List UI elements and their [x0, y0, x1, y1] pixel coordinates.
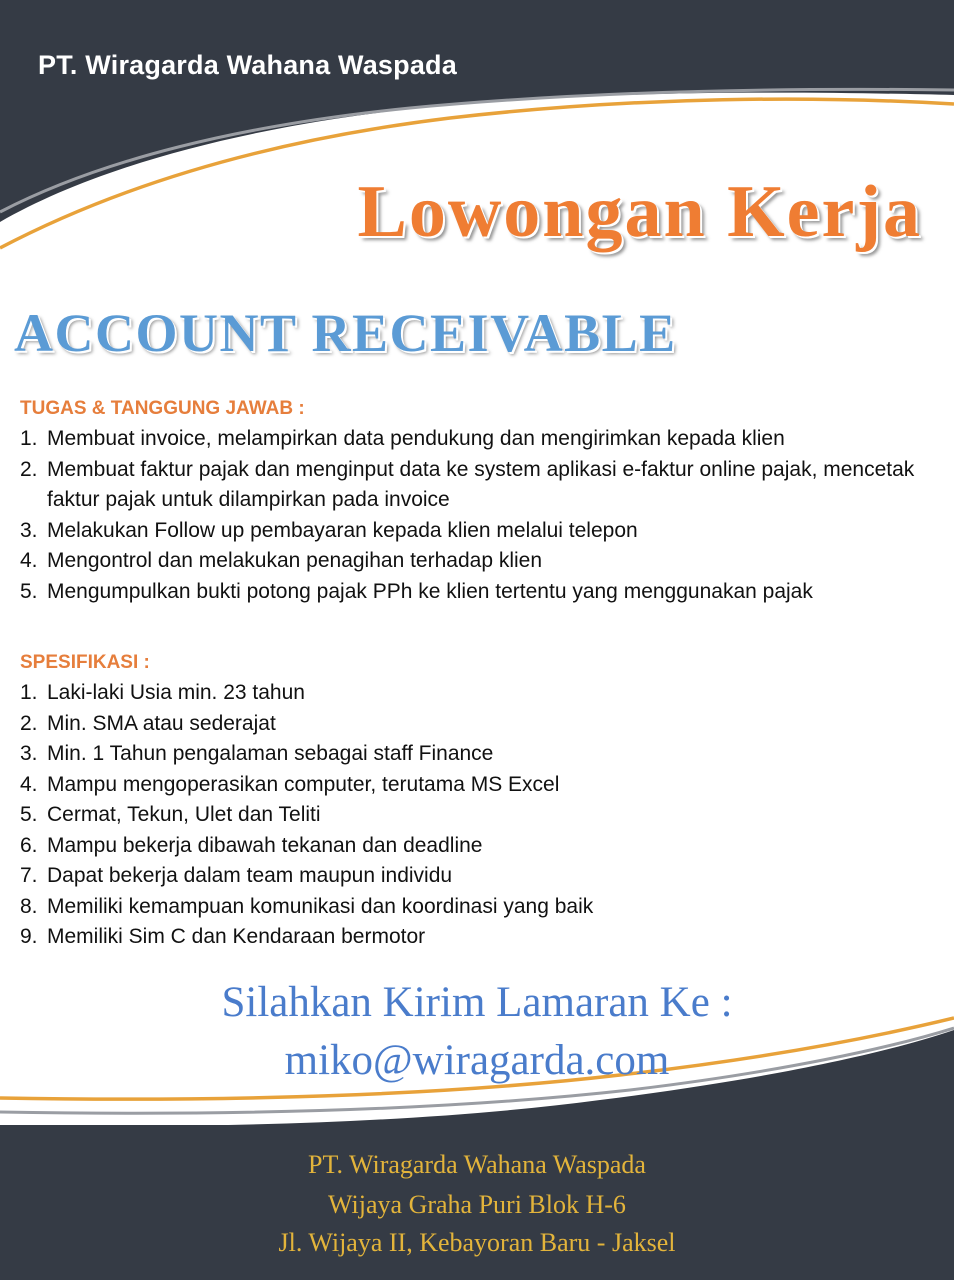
list-item: 1. Membuat invoice, melampirkan data pendukung dan mengirimkan kepada klien [20, 427, 785, 450]
list-item: 3. Min. 1 Tahun pengalaman sebagai staff Finance [20, 742, 494, 765]
apply-instruction: Silahkan Kirim Lamaran Ke : [221, 979, 733, 1026]
list-item: 7. Dapat bekerja dalam team maupun individu [20, 864, 453, 887]
list-item: 3. Melakukan Follow up pembayaran kepada klien melalui telepon [20, 518, 638, 542]
list-item: 5. Cermat, Tekun, Ulet dan Teliti [20, 803, 321, 826]
list-item: 8. Memiliki kemampuan komunikasi dan koordinasi yang baik [20, 894, 594, 918]
duties-heading: TUGAS & TANGGUNG JAWAB : [20, 398, 305, 419]
footer-company-name: PT. Wiragarda Wahana Waspada [308, 1150, 646, 1179]
footer-address-line-2: Jl. Wijaya II, Kebayoran Baru - Jaksel [278, 1228, 676, 1257]
apply-email-link[interactable]: miko@wiragarda.com [284, 1037, 670, 1084]
requirements-list [20, 678, 920, 953]
duties-list [20, 424, 940, 607]
list-item: 2. Membuat faktur pajak dan menginput data ke system aplikasi e-faktur online pajak, mencetak faktur pajak untuk dilampirkan pada invoice [20, 457, 915, 511]
list-item: 1. Laki-laki Usia min. 23 tahun [20, 681, 305, 704]
list-item: 9. Memiliki Sim C dan Kendaraan bermotor [20, 925, 426, 948]
position-title: ACCOUNT RECEIVABLE [14, 303, 677, 363]
headline-title: Lowongan Kerja [357, 171, 922, 253]
footer-address-line-1: Wijaya Graha Puri Blok H-6 [328, 1190, 626, 1219]
list-item: 6. Mampu bekerja dibawah tekanan dan deadline [20, 833, 483, 857]
requirements-heading: SPESIFIKASI : [20, 652, 150, 673]
list-item: 2. Min. SMA atau sederajat [20, 711, 276, 735]
list-item: 4. Mengontrol dan melakukan penagihan terhadap klien [20, 549, 543, 572]
list-item: 5. Mengumpulkan bukti potong pajak PPh ke klien tertentu yang menggunakan pajak [20, 579, 813, 603]
company-name-top: PT. Wiragarda Wahana Waspada [38, 50, 457, 80]
list-item: 4. Mampu mengoperasikan computer, terutama MS Excel [20, 772, 560, 796]
